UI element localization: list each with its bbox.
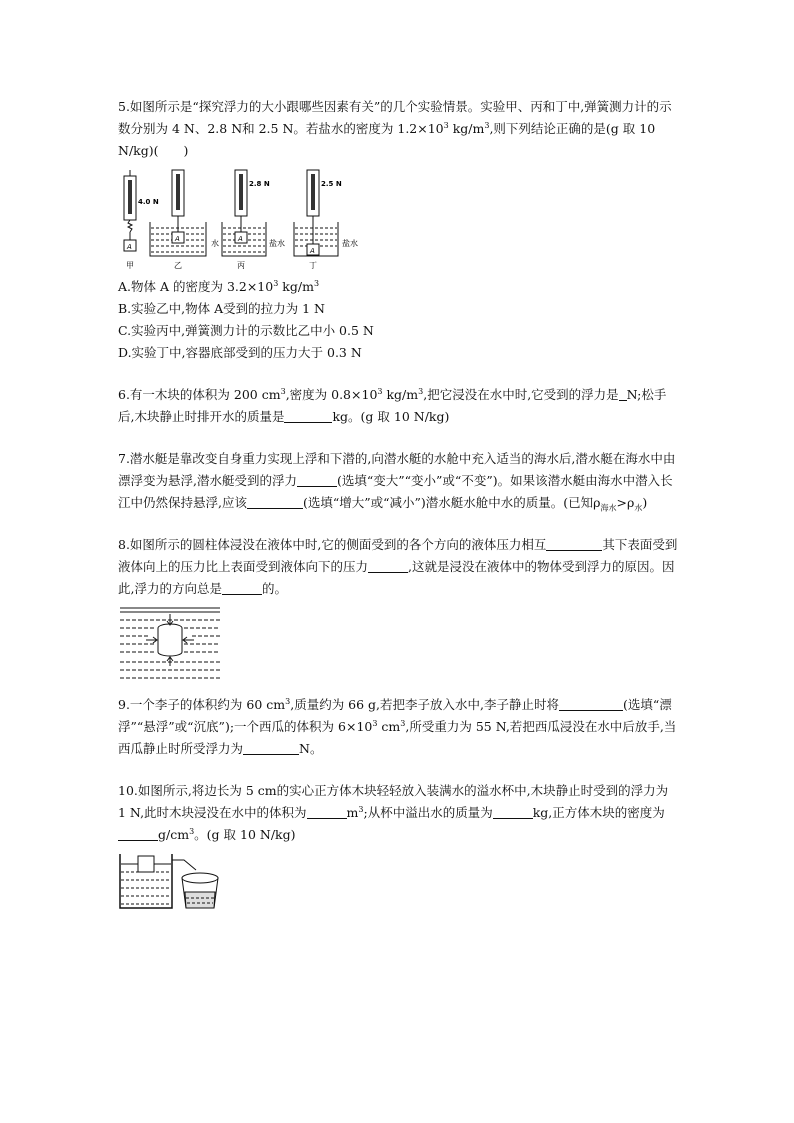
caption-jia: 甲 [126,261,134,270]
cylinder-pressure-figure [118,606,222,680]
overflow-cup-figure [118,852,222,912]
svg-text:A: A [127,243,132,251]
question-7: 7.潜水艇是靠改变自身重力实现上浮和下潜的,向潜水艇的水舱中充入适当的海水后,潜水艇在海水中由漂浮变为悬浮,潜水艇受到的浮力 (选填“变大”“变小”或“不变”)。如果该潜水艇由海水中潜入长江中仍然保持悬浮,应该 (选填“增大”或“减小”)潜水艇水舱中水的质量。(已知$\rho_{海水}>\rho_水$) [118,451,676,513]
svg-text:2.5 N: 2.5 N [321,180,342,188]
answer-blank-q8-3[interactable] [222,580,262,595]
answer-blank-q9-2[interactable] [243,740,299,755]
caption-ding: 丁 [309,261,317,270]
answer-blank-q6-1[interactable] [619,386,627,401]
setup-ding [294,170,358,256]
setup-yi [150,170,219,256]
answer-blank-q8-1[interactable] [546,536,602,551]
buoyancy-experiment-figure [118,168,368,272]
svg-text:A: A [238,235,243,243]
setup-jia [124,170,159,251]
svg-text:盐水: 盐水 [269,239,285,248]
svg-text:水: 水 [211,239,219,248]
question-5-stem: 5.如图所示是“探究浮力的大小跟哪些因素有关”的几个实验情景。实验甲、丙和丁中,弹簧测力计的示数分别为 4 N、2.8 N和 2.5 N。若盐水的密度为 $1.2\times 10^3$ $kg/m^3$,则下列结论正确的是(g 取 10 N/kg)( ) [118,99,672,158]
svg-text:2.8 N: 2.8 N [249,180,270,188]
question-5-option-d[interactable]: D.实验丁中,容器底部受到的压力大于 0.3 N [118,345,362,360]
caption-yi: 乙 [174,261,182,270]
svg-text:A: A [310,247,315,255]
question-5-option-a[interactable]: A.物体 A 的密度为 $3.2\times 10^3$ $kg/m^3$ [118,278,320,294]
answer-blank-q6-2[interactable] [284,408,332,423]
worksheet [118,96,678,916]
caption-bing: 丙 [237,261,245,270]
question-5-option-b[interactable]: B.实验乙中,物体 A受到的拉力为 1 N [118,301,325,316]
answer-blank-q10-1[interactable] [307,804,347,819]
answer-blank-q7-1[interactable] [297,472,337,487]
question-9: 9.一个李子的体积约为 60 $cm^3$,质量约为 66 g,若把李子放入水中,李子静止时将 (选填“漂浮”“悬浮”或“沉底”);一个西瓜的体积为 $6\times 10^3$ $cm^3$,所受重力为 55 N,若把西瓜浸没在水中后放手,当西瓜静止时所受浮力为 N。 [118,696,677,756]
answer-blank-q9-1[interactable] [559,696,623,711]
question-10: 10.如图所示,将边长为 5 cm的实心正方体木块轻轻放入装满水的溢水杯中,木块静止时受到的浮力为 1 N,此时木块浸没在水中的体积为 $m^3$;从杯中溢出水的质量为 kg,正方体木块的密度为$g/cm^3$。(g 取 10 N/kg) [118,783,669,842]
question-8: 8.如图所示的圆柱体浸没在液体中时,它的侧面受到的各个方向的液体压力相互 其下表面受到液体向上的压力比上表面受到液体向下的压力 ,这就是浸没在液体中的物体受到浮力的原因。因此,浮力的方向总是 的。 [118,537,678,596]
answer-blank-q7-2[interactable] [247,494,303,509]
svg-text:4.0 N: 4.0 N [138,198,159,206]
setup-bing [222,170,285,256]
question-6: 6.有一木块的体积为 200 $cm^3$,密度为 $0.8\times 10^3$ $kg/m^3$,把它浸没在水中时,它受到的浮力是 N;松手后,木块静止时排开水的质量是 kg。(g 取 10 N/kg) [118,386,667,424]
answer-blank-q8-2[interactable] [368,558,408,573]
question-5-option-c[interactable]: C.实验丙中,弹簧测力计的示数比乙中小 0.5 N [118,323,374,338]
answer-blank-q10-2[interactable] [493,804,533,819]
svg-text:盐水: 盐水 [342,239,358,248]
answer-blank-q10-3[interactable] [118,826,158,841]
svg-text:A: A [175,235,180,243]
